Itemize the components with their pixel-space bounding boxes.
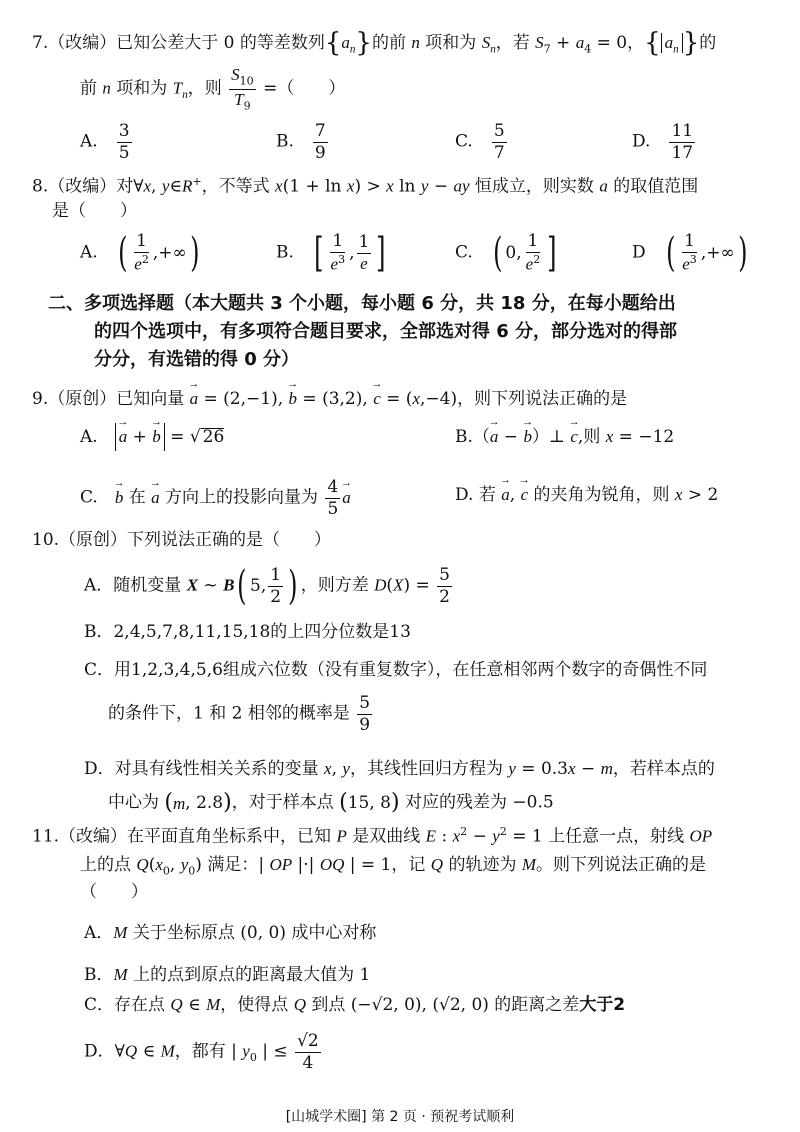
q10-option-d-line1: D．对具有线性相关关系的变量 x, y，其线性回归方程为 y = 0.3x − m，若样本点的 (84, 759, 715, 779)
page-footer: [山城学术圈] 第 2 页 · 预祝考试顺利 (285, 1109, 515, 1125)
q10-option-c-line1: C．用1,2,3,4,5,6组成六位数（没有重复数字），在任意相邻两个数字的奇偶性不同 (84, 660, 708, 680)
q11-stem-line3: （ ） (80, 882, 148, 902)
q8-option-d: D ( $\frac{1}{e^3}$ ,+∞ ) (632, 230, 748, 277)
q7-option-d: D. $\frac{11}{17}$ (632, 121, 694, 163)
q11-option-a: A．M 关于坐标原点 (0, 0) 成中心对称 (84, 923, 377, 943)
section2-line1: 二、多项选择题（本大题共 3 个小题，每小题 6 分，共 18 分，在每小题给出 (48, 293, 676, 314)
q11-option-c: C．存在点 Q ∈ M，使得点 Q 到点 (−√2, 0), (√2, 0) 的距离之差大于2 (84, 995, 626, 1015)
q8-stem-line2: 是（ ） (52, 201, 137, 221)
q8-option-a: A. ( $\frac{1}{e^2}$ ,+∞ ) (80, 230, 200, 277)
q10-option-a: A．随机变量 X ~ B ( 5, $\frac{1}{2}$ ) ，则方差 D(X) = $\frac{5}{2}$ (84, 563, 450, 610)
q8-stem-line1: 8.（改编）对∀x, y∈R+，不等式 x(1 + ln x) > x ln y − ay 恒成立，则实数 a 的取值范围 (32, 175, 699, 197)
q7-option-c: C. $\frac{5}{7}$ (455, 121, 505, 163)
q11-stem-line2: 上的点 $Q(x_0$, $y_0$) 满足：| OP |·| OQ | = 1，记 Q 的轨迹为 M。则下列说法正确的是 (80, 855, 707, 878)
section2-line3: 分分，有选错的得 0 分） (94, 349, 300, 370)
q9-option-d: D. 若 → a, → c 的夹角为锐角，则 x > 2 (455, 486, 718, 504)
q10-option-b: B．2,4,5,7,8,11,15,18的上四分位数是13 (84, 622, 411, 642)
q10-option-d-line2: 中心为 ( m , 2.8 ) ，对于样本点 ( 15, 8 ) 对应的残差为 −0.5 (108, 790, 554, 815)
section2-line2: 的四个选项中，有多项符合题目要求，全部选对得 6 分，部分选对的得部 (94, 321, 678, 342)
q7-stem-line1: 7.（改编）已知公差大于 0 的等差数列$\{a_n\}$的前 n 项和为 $S_n$，若 $S_7 + a_4 = 0$，{ $a_n$ }的 (32, 28, 717, 58)
q9-option-a: A. → a + → b = √ 26 (80, 428, 224, 446)
q11-option-b: B．M 上的点到原点的距离最大值为 1 (84, 965, 371, 985)
q8-option-c: C. ( 0, $\frac{1}{e^2}$ ] (455, 230, 557, 277)
q9-stem: 9.（原创）已知向量 → a = (2,−1), → b = (3,2), → c = (x,−4)，则下列说法正确的是 (32, 390, 627, 408)
q7-stem-line2: 前 n 项和为 $T_n$，则 $\frac{S_{10}}{T_9}$ =（ ） (80, 65, 346, 112)
q11-stem-line1: 11.（改编）在平面直角坐标系中，已知 P 是双曲线 E : $x^2 - y^2 = 1$ 上任意一点，射线 OP (32, 825, 713, 847)
q10-stem: 10.（原创）下列说法正确的是（ ） (32, 530, 332, 550)
q11-option-d: D．∀Q ∈ M，都有 | $y_0$ | ≤ $\frac{√2}{4}$ (84, 1031, 319, 1073)
q9-option-c: C. → b 在 → a 方向上的投影向量为 $\frac{4}{5}$ → a (80, 478, 351, 518)
q10-option-c-line2: 的条件下，1 和 2 相邻的概率是 $\frac{5}{9}$ (108, 693, 371, 735)
section2-heading (48, 290, 768, 374)
q9-option-b: B.（→ a − → b）⊥ → c,则 x = −12 (455, 428, 674, 446)
q8-option-b: B. [ $\frac{1}{e^3}$ , $\frac{1}{e}$ ] (276, 230, 386, 277)
q7-option-b: B. $\frac{7}{9}$ (276, 121, 326, 163)
q7-option-a: A. $\frac{3}{5}$ (80, 121, 130, 163)
